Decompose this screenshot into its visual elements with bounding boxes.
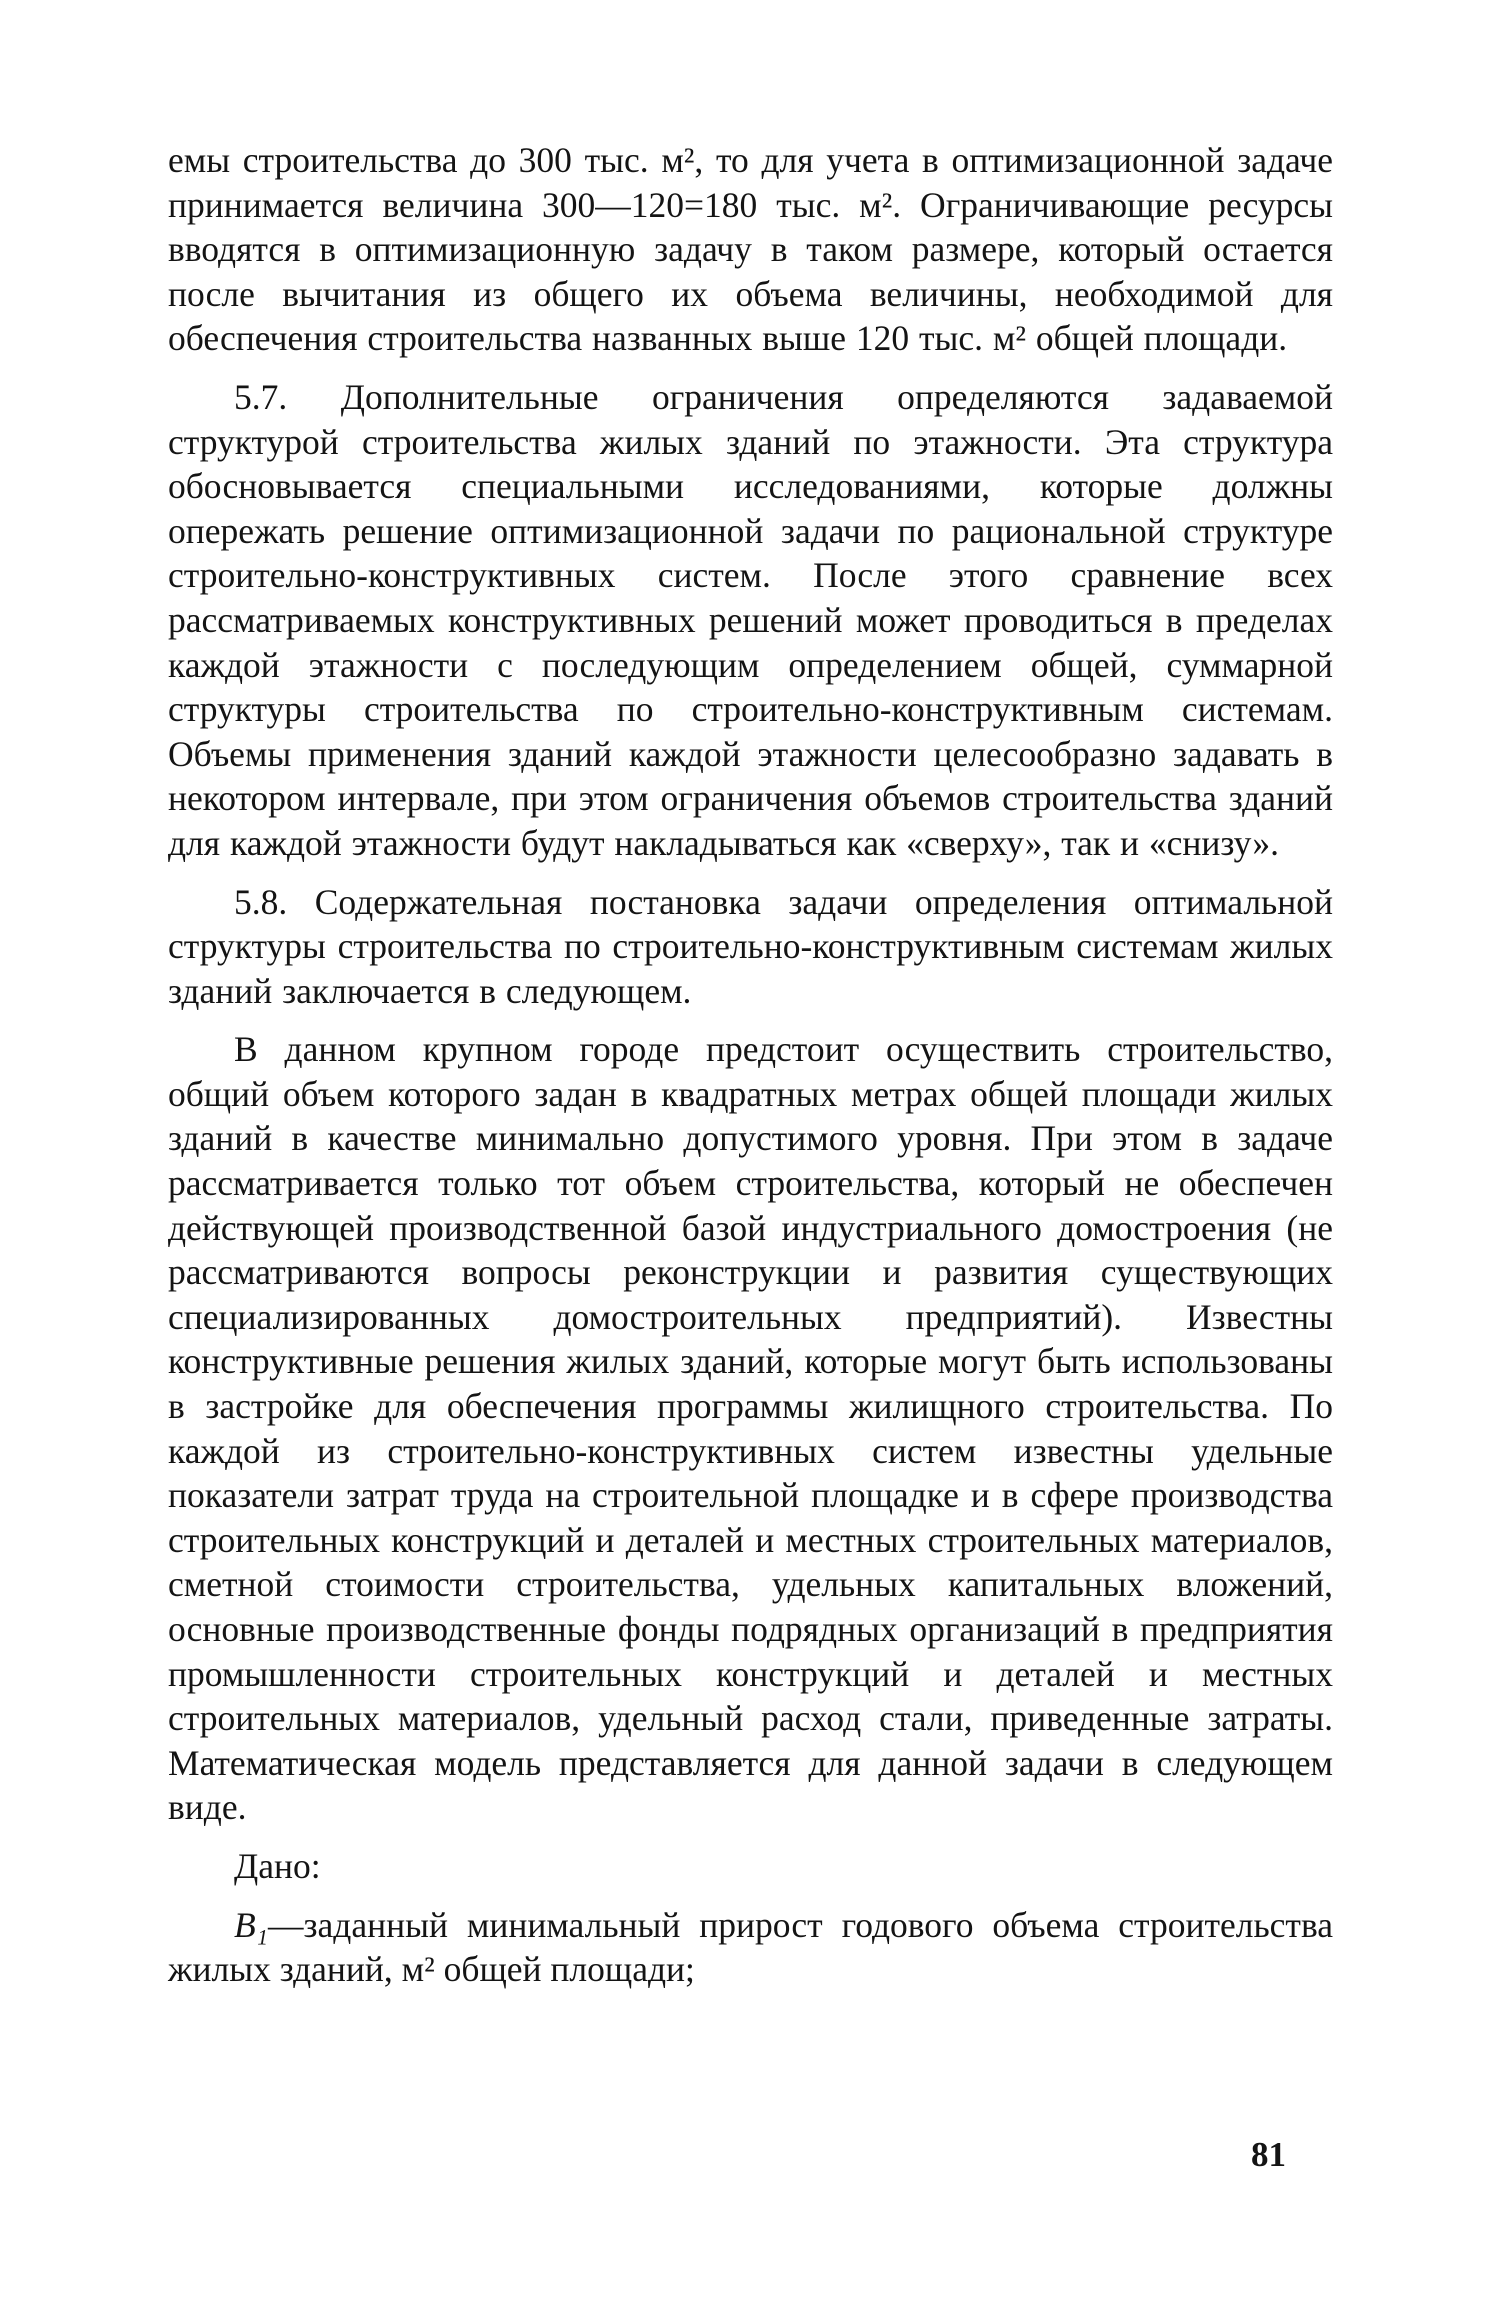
definition-b1 [168, 1903, 1333, 1992]
paragraph-problem-statement: В данном крупном городе предстоит осуществить строительство, общий объем которого задан в квадратных метрах общей площади жилых зданий в качестве минимально допустимого уровня. При этом в задаче рассматривается только тот объем строительства, который не обеспечен действующей производственной базой индустриального домостроения (не рассматриваются вопросы реконструкции и развития существующих специализированных домостроительных предприятий). Известны конструктивные решения жилых зданий, которые могут быть использованы в застройке для обеспечения программы жилищного строительства. По каждой из строительно-конструктивных систем известны удельные показатели затрат труда на строительной площадке и в сфере производства строительных конструкций и деталей и местных строительных материалов, сметной стоимости строительства, удельных капитальных вложений, основные производственные фонды подрядных организаций в предприятия промышленности строительных конструкций и деталей и местных строительных материалов, удельный расход стали, приведенные затраты. Математическая модель представляется для данной задачи в следующем виде. [168, 1029, 1333, 1828]
definition-symbol: B₁ [234, 1904, 269, 1945]
paragraph-5-8: 5.8. Содержательная постановка задачи определения оптимальной структуры строительства по строительно-конструктивным системам жилых зданий заключается в следующем. [168, 881, 1333, 1011]
paragraph-5-7: 5.7. Дополнительные ограничения определяются задаваемой структурой строительства жилых зданий по этажности. Эта структура обосновывается специальными исследованиями, которые должны опережать решение оптимизационной задачи по рациональной структуре строительно-конструктивных систем. После этого сравнение всех рассматриваемых конструктивных решений может проводиться в пределах каждой этажности с последующим определением общей, суммарной структуры строительства по строительно-конструктивным системам. Объемы применения зданий каждой этажности целесообразно задавать в некотором интервале, при этом ограничения объемов строительства зданий для каждой этажности будут накладываться как «сверху», так и «снизу». [168, 376, 1333, 863]
paragraph-1: емы строительства до 300 тыс. м², то для учета в оптимизационной задаче принимается величина 300—120=180 тыс. м². Ограничивающие ресурсы вводятся в оптимизационную задачу в таком размере, который остается после вычитания из общего их объема величины, необходимой для обеспечения строительства названных выше 120 тыс. м² общей площади. [168, 140, 1333, 359]
page-number: 81 [1251, 2135, 1286, 2174]
given-label: Дано: [234, 1845, 321, 1886]
definition-text: —заданный минимальный прирост годового объема строительства жилых зданий, м² общей площади; [168, 1904, 1333, 1990]
page-body [168, 138, 1333, 1992]
